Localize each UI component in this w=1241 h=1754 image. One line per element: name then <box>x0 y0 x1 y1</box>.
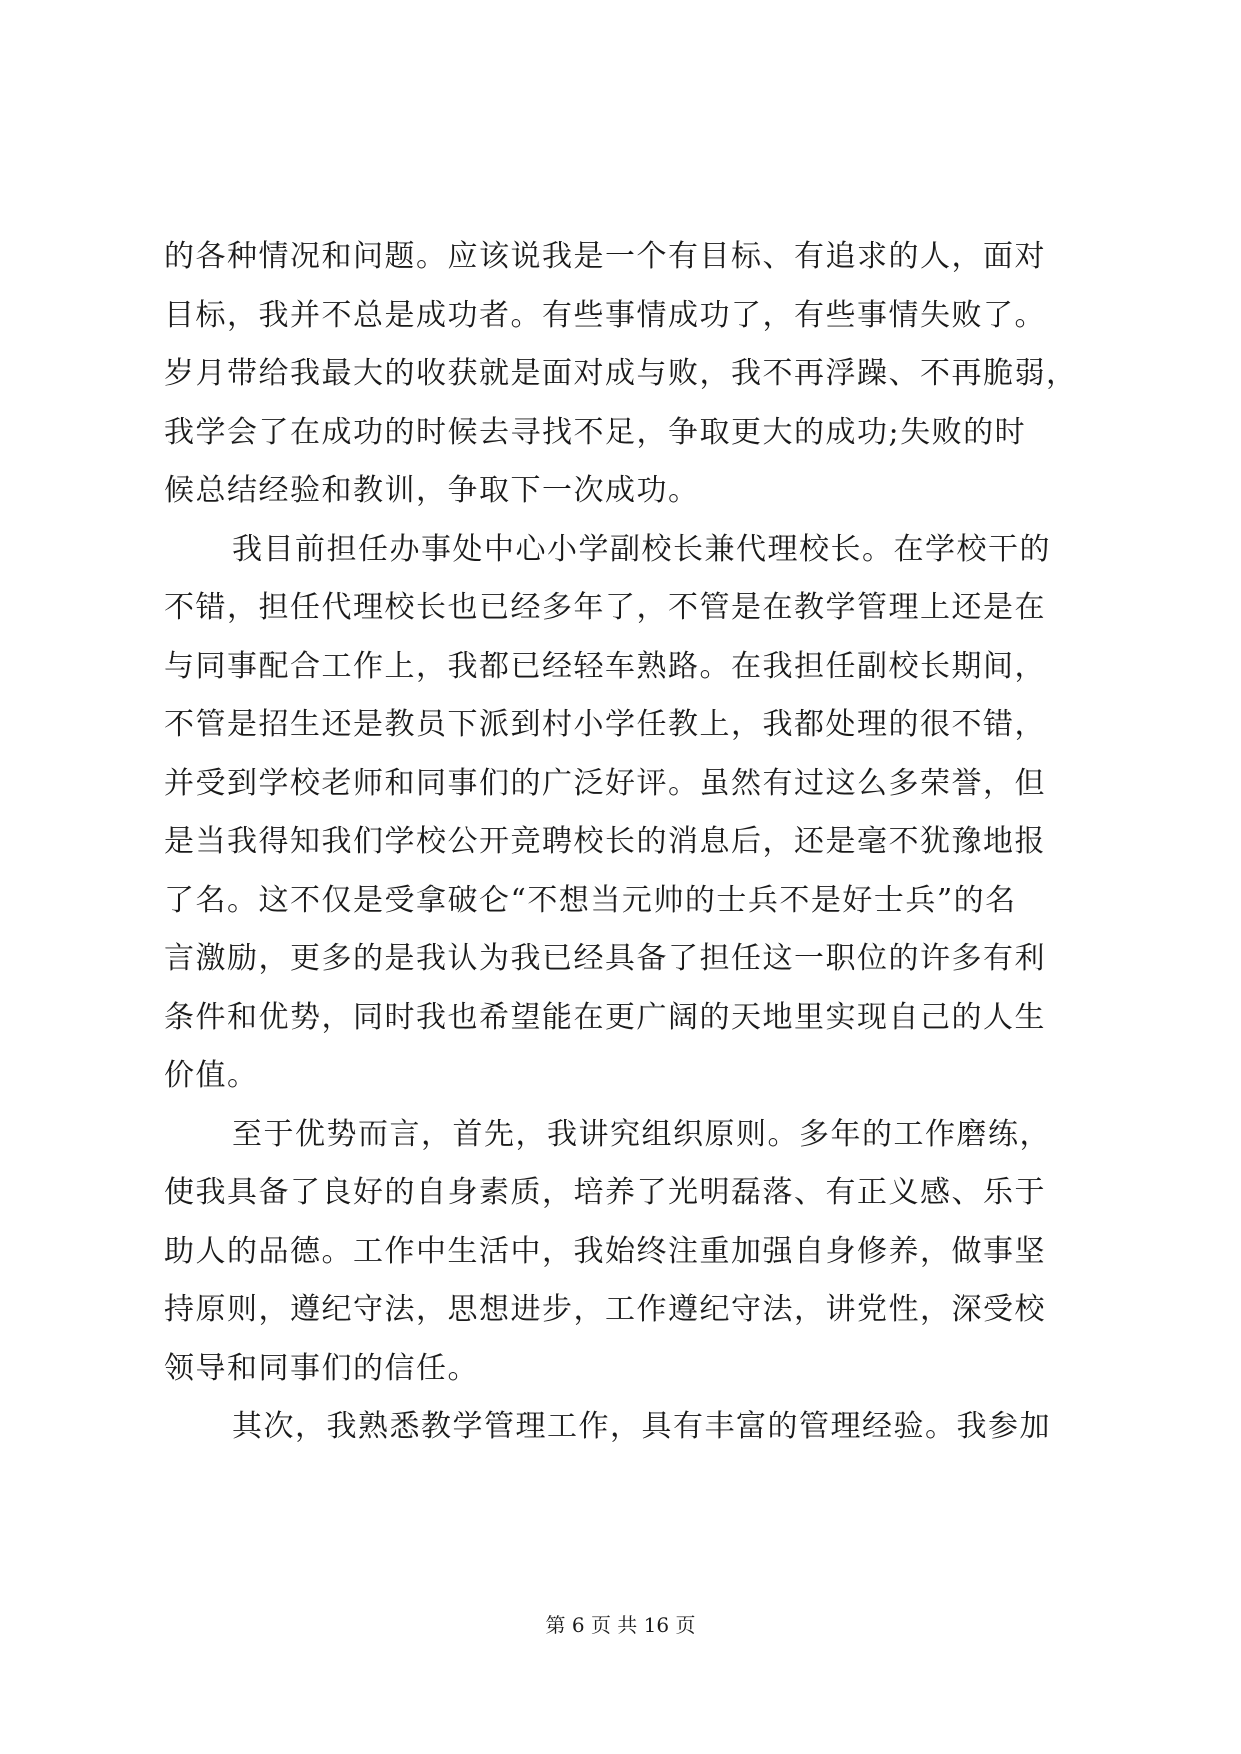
text-line: 岁月带给我最大的收获就是面对成与败，我不再浮躁、不再脆弱， <box>164 356 1078 391</box>
paragraph-first-line: 其次，我熟悉教学管理工作，具有丰富的管理经验。我参加 <box>232 1409 1051 1444</box>
text-line: 使我具备了良好的自身素质，培养了光明磊落、有正义感、乐于 <box>164 1175 1046 1210</box>
text-line: 不管是招生还是教员下派到村小学任教上，我都处理的很不错， <box>164 707 1046 742</box>
text-line: 目标，我并不总是成功者。有些事情成功了，有些事情失败了。 <box>164 297 1046 333</box>
text-line: 并受到学校老师和同事们的广泛好评。虽然有过这么多荣誉，但 <box>164 765 1046 801</box>
text-line: 言激励，更多的是我认为我已经具备了担任这一职位的许多有利 <box>164 941 1046 976</box>
page-number: 第 6 页 共 16 页 <box>545 1613 696 1637</box>
text-line: 与同事配合工作上，我都已经轻车熟路。在我担任副校长期间， <box>164 648 1046 684</box>
text-line: 不错，担任代理校长也已经多年了，不管是在教学管理上还是在 <box>164 590 1046 625</box>
text-line: 条件和优势，同时我也希望能在更广阔的天地里实现自己的人生 <box>164 999 1046 1035</box>
text-line: 助人的品德。工作中生活中，我始终注重加强自身修养，做事坚 <box>164 1233 1046 1269</box>
text-line: 价值。 <box>164 1058 259 1093</box>
paragraph-first-line: 至于优势而言，首先，我讲究组织原则。多年的工作磨练， <box>232 1116 1051 1152</box>
text-line: 是当我得知我们学校公开竞聘校长的消息后，还是毫不犹豫地报 <box>164 824 1046 859</box>
page-footer <box>0 1610 1241 1640</box>
paragraph-first-line: 我目前担任办事处中心小学副校长兼代理校长。在学校干的 <box>232 531 1051 567</box>
text-line: 领导和同事们的信任。 <box>164 1350 479 1386</box>
document-body <box>164 228 1084 1457</box>
text-line: 的各种情况和问题。应该说我是一个有目标、有追求的人，面对 <box>164 239 1046 274</box>
text-line: 我学会了在成功的时候去寻找不足，争取更大的成功;失败的时 <box>164 414 1027 450</box>
text-line: 了名。这不仅是受拿破仑“不想当元帅的士兵不是好士兵”的名 <box>164 882 1017 918</box>
text-line: 持原则，遵纪守法，思想进步，工作遵纪守法，讲党性，深受校 <box>164 1292 1046 1327</box>
text-line: 候总结经验和教训，争取下一次成功。 <box>164 473 700 508</box>
